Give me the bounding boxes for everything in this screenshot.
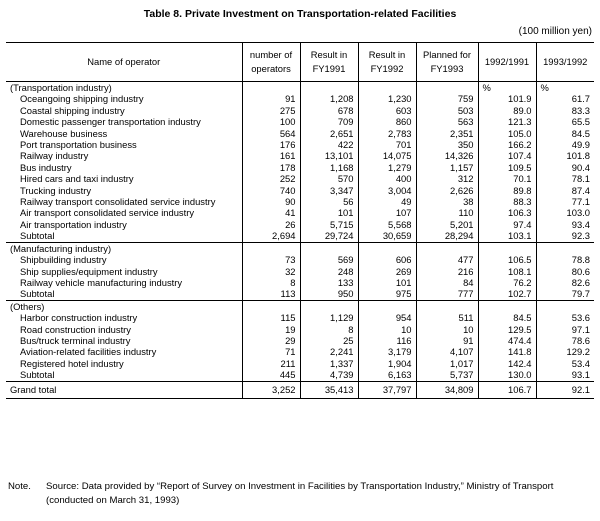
value-cell: 97.1 — [536, 324, 594, 335]
operator-name: Bus/truck terminal industry — [20, 334, 131, 346]
value-cell: 71 — [242, 346, 300, 357]
value-cell: 474.4 — [478, 335, 536, 346]
subtotal-value: 6,163 — [358, 369, 416, 381]
value-cell: 8 — [242, 277, 300, 288]
value-cell: 248 — [300, 266, 358, 277]
operator-name: Railway vehicle manufacturing industry — [20, 276, 183, 288]
value-cell: 19 — [242, 324, 300, 335]
value-cell: 84 — [416, 277, 478, 288]
subtotal-value: 93.1 — [536, 369, 594, 381]
header-name: Name of operator — [6, 43, 242, 82]
value-cell: 49.9 — [536, 139, 594, 150]
subtotal-value: 4,739 — [300, 369, 358, 381]
value-cell: 1,279 — [358, 162, 416, 173]
value-cell: 5,201 — [416, 219, 478, 230]
value-cell: 76.2 — [478, 277, 536, 288]
table-row — [6, 266, 594, 277]
group-label: (Others) — [10, 300, 45, 312]
value-cell: 275 — [242, 105, 300, 116]
empty-cell — [300, 242, 358, 254]
value-cell: 91 — [242, 93, 300, 104]
value-cell: 107 — [358, 207, 416, 218]
value-cell: 70.1 — [478, 173, 536, 184]
value-cell: 129.5 — [478, 324, 536, 335]
value-cell: 176 — [242, 139, 300, 150]
value-cell: 166.2 — [478, 139, 536, 150]
value-cell: 103.0 — [536, 207, 594, 218]
unit-label: (100 million yen) — [518, 26, 592, 37]
value-cell: 87.4 — [536, 185, 594, 196]
value-cell: 101.9 — [478, 93, 536, 104]
subtotal-row — [6, 288, 594, 300]
value-cell: 133 — [300, 277, 358, 288]
value-cell: 569 — [300, 254, 358, 265]
value-cell: 269 — [358, 266, 416, 277]
percent-symbol: % — [536, 82, 594, 94]
table-row — [6, 277, 594, 288]
value-cell: 1,337 — [300, 358, 358, 369]
table-title: Table 8. Private Investment on Transportation-related Facilities — [143, 8, 457, 20]
subtotal-value: 103.1 — [478, 230, 536, 242]
subtotal-value: 130.0 — [478, 369, 536, 381]
group-header-row — [6, 242, 594, 254]
operator-name: Harbor construction industry — [20, 312, 138, 324]
empty-cell — [416, 242, 478, 254]
empty-cell — [300, 300, 358, 312]
note-label: Note. — [8, 481, 31, 492]
subtotal-label: Subtotal — [6, 230, 242, 242]
empty-cell — [358, 300, 416, 312]
empty-cell — [242, 242, 300, 254]
subtotal-row — [6, 230, 594, 242]
table-row — [6, 116, 594, 127]
value-cell: 25 — [300, 335, 358, 346]
value-cell: 80.6 — [536, 266, 594, 277]
value-cell: 84.5 — [478, 312, 536, 323]
value-cell: 606 — [358, 254, 416, 265]
value-cell: 1,157 — [416, 162, 478, 173]
value-cell: 53.4 — [536, 358, 594, 369]
value-cell: 101 — [300, 207, 358, 218]
value-cell: 740 — [242, 185, 300, 196]
table-row — [6, 358, 594, 369]
value-cell: 678 — [300, 105, 358, 116]
empty-cell — [242, 300, 300, 312]
operator-name: Air transport consolidated service industry — [20, 207, 195, 219]
table-row — [6, 196, 594, 207]
subtotal-value: 777 — [416, 288, 478, 300]
table-row — [6, 162, 594, 173]
value-cell: 142.4 — [478, 358, 536, 369]
operator-name: Aviation-related facilities industry — [20, 346, 157, 358]
operator-name: Shipbuilding industry — [20, 254, 107, 266]
grand-total-row — [6, 381, 594, 398]
header-ratio-1993-1992: 1993/1992 — [536, 43, 594, 82]
table-row — [6, 312, 594, 323]
value-cell: 73 — [242, 254, 300, 265]
group-header-row — [6, 82, 594, 94]
value-cell: 211 — [242, 358, 300, 369]
value-cell: 78.6 — [536, 335, 594, 346]
investment-table — [6, 42, 594, 399]
operator-name: Railway transport consolidated service industry — [20, 196, 216, 208]
value-cell: 121.3 — [478, 116, 536, 127]
value-cell: 2,651 — [300, 128, 358, 139]
value-cell: 422 — [300, 139, 358, 150]
value-cell: 89.8 — [478, 185, 536, 196]
value-cell: 65.5 — [536, 116, 594, 127]
value-cell: 2,783 — [358, 128, 416, 139]
value-cell: 53.6 — [536, 312, 594, 323]
value-cell: 178 — [242, 162, 300, 173]
subtotal-value: 102.7 — [478, 288, 536, 300]
empty-cell — [478, 300, 536, 312]
value-cell: 563 — [416, 116, 478, 127]
empty-cell — [536, 242, 594, 254]
value-cell: 10 — [358, 324, 416, 335]
empty-cell — [536, 300, 594, 312]
group-header-row — [6, 300, 594, 312]
operator-name: Coastal shipping industry — [20, 104, 125, 116]
table-row — [6, 207, 594, 218]
grand-total-value: 106.7 — [478, 381, 536, 398]
value-cell: 13,101 — [300, 150, 358, 161]
value-cell: 860 — [358, 116, 416, 127]
header-fy1992: Result in FY1992 — [358, 43, 416, 82]
value-cell: 49 — [358, 196, 416, 207]
subtotal-label: Subtotal — [6, 288, 242, 300]
value-cell: 115 — [242, 312, 300, 323]
value-cell: 4,107 — [416, 346, 478, 357]
value-cell: 709 — [300, 116, 358, 127]
value-cell: 1,208 — [300, 93, 358, 104]
value-cell: 61.7 — [536, 93, 594, 104]
header-operators: number of operators — [242, 43, 300, 82]
value-cell: 1,017 — [416, 358, 478, 369]
value-cell: 10 — [416, 324, 478, 335]
value-cell: 91 — [416, 335, 478, 346]
subtotal-value: 28,294 — [416, 230, 478, 242]
table-body — [6, 82, 594, 399]
value-cell: 100 — [242, 116, 300, 127]
table-row — [6, 105, 594, 116]
grand-total-value: 92.1 — [536, 381, 594, 398]
value-cell: 26 — [242, 219, 300, 230]
header-row — [6, 43, 594, 82]
value-cell: 1,904 — [358, 358, 416, 369]
value-cell: 216 — [416, 266, 478, 277]
value-cell: 5,715 — [300, 219, 358, 230]
percent-symbol: % — [478, 82, 536, 94]
note-text: Source: Data provided by “Report of Survey on Investment in Facilities by Transportation Industry,” Ministry of Transport (conducted on March 31, 1993) — [46, 481, 554, 506]
value-cell: 141.8 — [478, 346, 536, 357]
value-cell: 90.4 — [536, 162, 594, 173]
operator-name: Oceangoing shipping industry — [20, 93, 144, 105]
value-cell: 2,351 — [416, 128, 478, 139]
value-cell: 83.3 — [536, 105, 594, 116]
header-ratio-1992-1991: 1992/1991 — [478, 43, 536, 82]
table-row — [6, 324, 594, 335]
table-row — [6, 335, 594, 346]
value-cell: 129.2 — [536, 346, 594, 357]
value-cell: 101.8 — [536, 150, 594, 161]
value-cell: 110 — [416, 207, 478, 218]
table-row — [6, 254, 594, 265]
value-cell: 105.0 — [478, 128, 536, 139]
value-cell: 3,004 — [358, 185, 416, 196]
header-fy1991: Result in FY1991 — [300, 43, 358, 82]
empty-cell — [416, 300, 478, 312]
table-row — [6, 150, 594, 161]
value-cell: 106.5 — [478, 254, 536, 265]
operator-name: Ship supplies/equipment industry — [20, 265, 158, 277]
subtotal-value: 30,659 — [358, 230, 416, 242]
value-cell: 252 — [242, 173, 300, 184]
value-cell: 77.1 — [536, 196, 594, 207]
value-cell: 84.5 — [536, 128, 594, 139]
value-cell: 14,326 — [416, 150, 478, 161]
value-cell: 1,129 — [300, 312, 358, 323]
note — [8, 480, 596, 508]
value-cell: 1,168 — [300, 162, 358, 173]
value-cell: 350 — [416, 139, 478, 150]
value-cell: 1,230 — [358, 93, 416, 104]
value-cell: 109.5 — [478, 162, 536, 173]
group-label: (Transportation industry) — [10, 82, 112, 93]
subtotal-value: 445 — [242, 369, 300, 381]
table-row — [6, 185, 594, 196]
value-cell: 32 — [242, 266, 300, 277]
subtotal-value: 5,737 — [416, 369, 478, 381]
group-label: (Manufacturing industry) — [10, 242, 112, 254]
subtotal-value: 29,724 — [300, 230, 358, 242]
value-cell: 93.4 — [536, 219, 594, 230]
value-cell: 101 — [358, 277, 416, 288]
value-cell: 2,626 — [416, 185, 478, 196]
empty-cell — [300, 82, 358, 94]
value-cell: 570 — [300, 173, 358, 184]
subtotal-value: 92.3 — [536, 230, 594, 242]
operator-name: Bus industry — [20, 161, 72, 173]
value-cell: 3,179 — [358, 346, 416, 357]
operator-name: Trucking industry — [20, 184, 92, 196]
operator-name: Hired cars and taxi industry — [20, 173, 134, 185]
operator-name: Air transportation industry — [20, 218, 127, 230]
value-cell: 82.6 — [536, 277, 594, 288]
value-cell: 38 — [416, 196, 478, 207]
subtotal-value: 950 — [300, 288, 358, 300]
value-cell: 107.4 — [478, 150, 536, 161]
operator-name: Railway industry — [20, 150, 89, 162]
table-row — [6, 139, 594, 150]
value-cell: 161 — [242, 150, 300, 161]
value-cell: 78.8 — [536, 254, 594, 265]
subtotal-value: 113 — [242, 288, 300, 300]
grand-total-value: 3,252 — [242, 381, 300, 398]
grand-total-value: 34,809 — [416, 381, 478, 398]
empty-cell — [416, 82, 478, 94]
operator-name: Domestic passenger transportation industry — [20, 116, 201, 128]
value-cell: 78.1 — [536, 173, 594, 184]
value-cell: 116 — [358, 335, 416, 346]
subtotal-value: 975 — [358, 288, 416, 300]
empty-cell — [242, 82, 300, 94]
value-cell: 511 — [416, 312, 478, 323]
table-row — [6, 346, 594, 357]
value-cell: 88.3 — [478, 196, 536, 207]
empty-cell — [358, 242, 416, 254]
grand-total-value: 35,413 — [300, 381, 358, 398]
value-cell: 14,075 — [358, 150, 416, 161]
value-cell: 400 — [358, 173, 416, 184]
table-row — [6, 93, 594, 104]
operator-name: Warehouse business — [20, 127, 108, 139]
value-cell: 108.1 — [478, 266, 536, 277]
value-cell: 29 — [242, 335, 300, 346]
value-cell: 954 — [358, 312, 416, 323]
operator-name: Port transportation business — [20, 139, 137, 151]
value-cell: 603 — [358, 105, 416, 116]
value-cell: 89.0 — [478, 105, 536, 116]
value-cell: 106.3 — [478, 207, 536, 218]
empty-cell — [478, 242, 536, 254]
table-row — [6, 128, 594, 139]
value-cell: 90 — [242, 196, 300, 207]
subtotal-value: 2,694 — [242, 230, 300, 242]
empty-cell — [358, 82, 416, 94]
value-cell: 41 — [242, 207, 300, 218]
value-cell: 503 — [416, 105, 478, 116]
subtotal-row — [6, 369, 594, 381]
value-cell: 477 — [416, 254, 478, 265]
grand-total-value: 37,797 — [358, 381, 416, 398]
value-cell: 2,241 — [300, 346, 358, 357]
table-row — [6, 219, 594, 230]
table-row — [6, 173, 594, 184]
value-cell: 3,347 — [300, 185, 358, 196]
operator-name: Road construction industry — [20, 323, 131, 335]
value-cell: 97.4 — [478, 219, 536, 230]
grand-total-label: Grand total — [6, 381, 242, 398]
value-cell: 312 — [416, 173, 478, 184]
header-fy1993: Planned for FY1993 — [416, 43, 478, 82]
operator-name: Registered hotel industry — [20, 357, 124, 369]
subtotal-label: Subtotal — [6, 369, 242, 381]
value-cell: 5,568 — [358, 219, 416, 230]
value-cell: 56 — [300, 196, 358, 207]
value-cell: 701 — [358, 139, 416, 150]
value-cell: 564 — [242, 128, 300, 139]
subtotal-value: 79.7 — [536, 288, 594, 300]
value-cell: 8 — [300, 324, 358, 335]
value-cell: 759 — [416, 93, 478, 104]
